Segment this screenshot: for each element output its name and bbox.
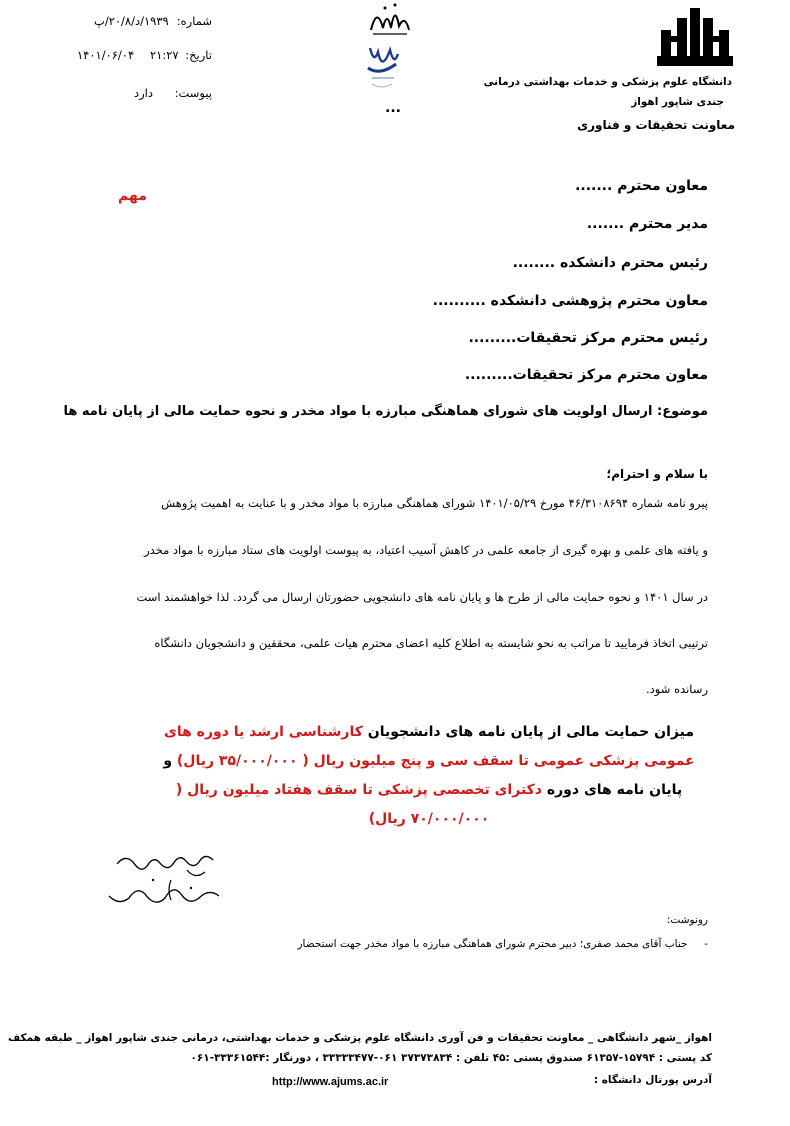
funding-text: و پایان نامه های دوره [163,753,683,798]
letter-date-value: ۱۴۰۱/۰۶/۰۴ [77,48,135,62]
campus-name: جندی شاپور اهواز [631,96,724,108]
footer-address: اهواز _شهر دانشگاهی _ معاونت تحقیقات و فن آوری دانشگاه علوم پزشکی و خدمات بهداشتی، درمانی جندی شاپور اهواز _ طبقه همکف [8,1032,712,1044]
cc-item [297,938,708,950]
recipient-line: معاون محترم مرکز تحقیقات......... [464,367,708,383]
cc-label: رونوشت: [666,914,708,926]
body-line: پیرو نامه شماره ۴۶/۳۱۰۸۶۹۴ مورخ ۱۴۰۱/۰۵/۲۹ شورای هماهنگی مبارزه با مواد مخدر و با عنایت به اهمیت پژوهش [161,496,708,510]
attachment-value: دارد [134,86,153,100]
footer-contact: کد پستی : ۱۵۷۹۴-۶۱۳۵۷ صندوق پستی :۴۵ تلفن : ۳۷۳۷۳۸۳۴ ۰۶۱-۳۳۳۳۳۴۷۷ ، دورنگار :۳۳۳۶۱۵۴۴-۰۶۱ [190,1052,712,1064]
footer-portal-label: آدرس پورتال دانشگاه : [593,1074,712,1086]
recipient-line: مدیر محترم ....... [586,216,708,232]
cc-bullet: - [704,938,708,950]
cc-item-text: جناب آقای محمد صفری؛ دبیر محترم شورای هماهنگی مبارزه با مواد مخدر جهت استحضار [297,938,688,950]
body-line: رسانده شود. [646,682,708,696]
department-name: معاونت تحقیقات و فناوری [577,118,735,132]
body-line: و یافته های علمی و بهره گیری از جامعه علمی در کاهش آسیب اعتیاد، به پیوست اولویت های ستاد مبارزه با مواد مخدر [144,543,708,557]
handwritten-signature [95,850,225,920]
bismillah-calligraphy-icon [365,0,415,40]
recipient-line: رئیس محترم دانشکده ........ [512,255,708,271]
letter-number-value: ۱۹۳۹/د/۲۰/۸/پ [94,14,169,28]
body-line: ترتیبی اتخاذ فرمایید تا مراتب به نحو شایسته به اطلاع کلیه اعضای محترم هیات علمی، محققین و دانشجویان دانشگاه [154,636,708,650]
funding-text-highlight: دکترای تخصصی پزشکی تا سقف هفتاد میلیون ریال ( ۷۰/۰۰۰/۰۰۰ ریال) [175,782,542,827]
production-year-emblem-icon [360,42,405,97]
recipient-line: معاون محترم پژوهشی دانشکده .......... [432,293,708,309]
header-dots: ... [385,100,401,116]
letter-subject: موضوع: ارسال اولویت های شورای هماهنگی مبارزه با مواد مخدر و نحوه حمایت مالی از پایان نامه ها [63,404,708,419]
letter-number-label: شماره: [176,14,212,28]
attachment-label: پیوست: [174,86,212,100]
funding-text: میزان حمایت مالی از پایان نامه های دانشجویان [362,724,694,740]
important-tag: مهم [118,188,147,204]
funding-text-highlight: کارشناسی ارشد یا دوره های عمومی پزشکی عمومی تا سقف سی و پنج میلیون ریال ( ۳۵/۰۰۰/۰۰۰ ریال) [164,724,695,769]
salutation: با سلام و احترام؛ [606,467,708,481]
letter-date-label: تاریخ: [185,48,212,62]
letter-time-value: ۲۱:۲۷ [150,48,179,62]
university-logo [655,6,735,70]
body-line: در سال ۱۴۰۱ و نحوه حمایت مالی از طرح ها و پایان نامه های دانشجویی حضورتان ارسال می گردد. لذا خواهشمند است [136,590,708,604]
recipient-line: رئیس محترم مرکز تحقیقات......... [468,330,708,346]
recipient-line: معاون محترم ....... [575,178,708,194]
university-name: دانشگاه علوم پزشکی و خدمات بهداشتی درمانی [483,76,732,88]
portal-link[interactable]: http://www.ajums.ac.ir [272,1076,389,1088]
funding-paragraph [150,718,708,834]
